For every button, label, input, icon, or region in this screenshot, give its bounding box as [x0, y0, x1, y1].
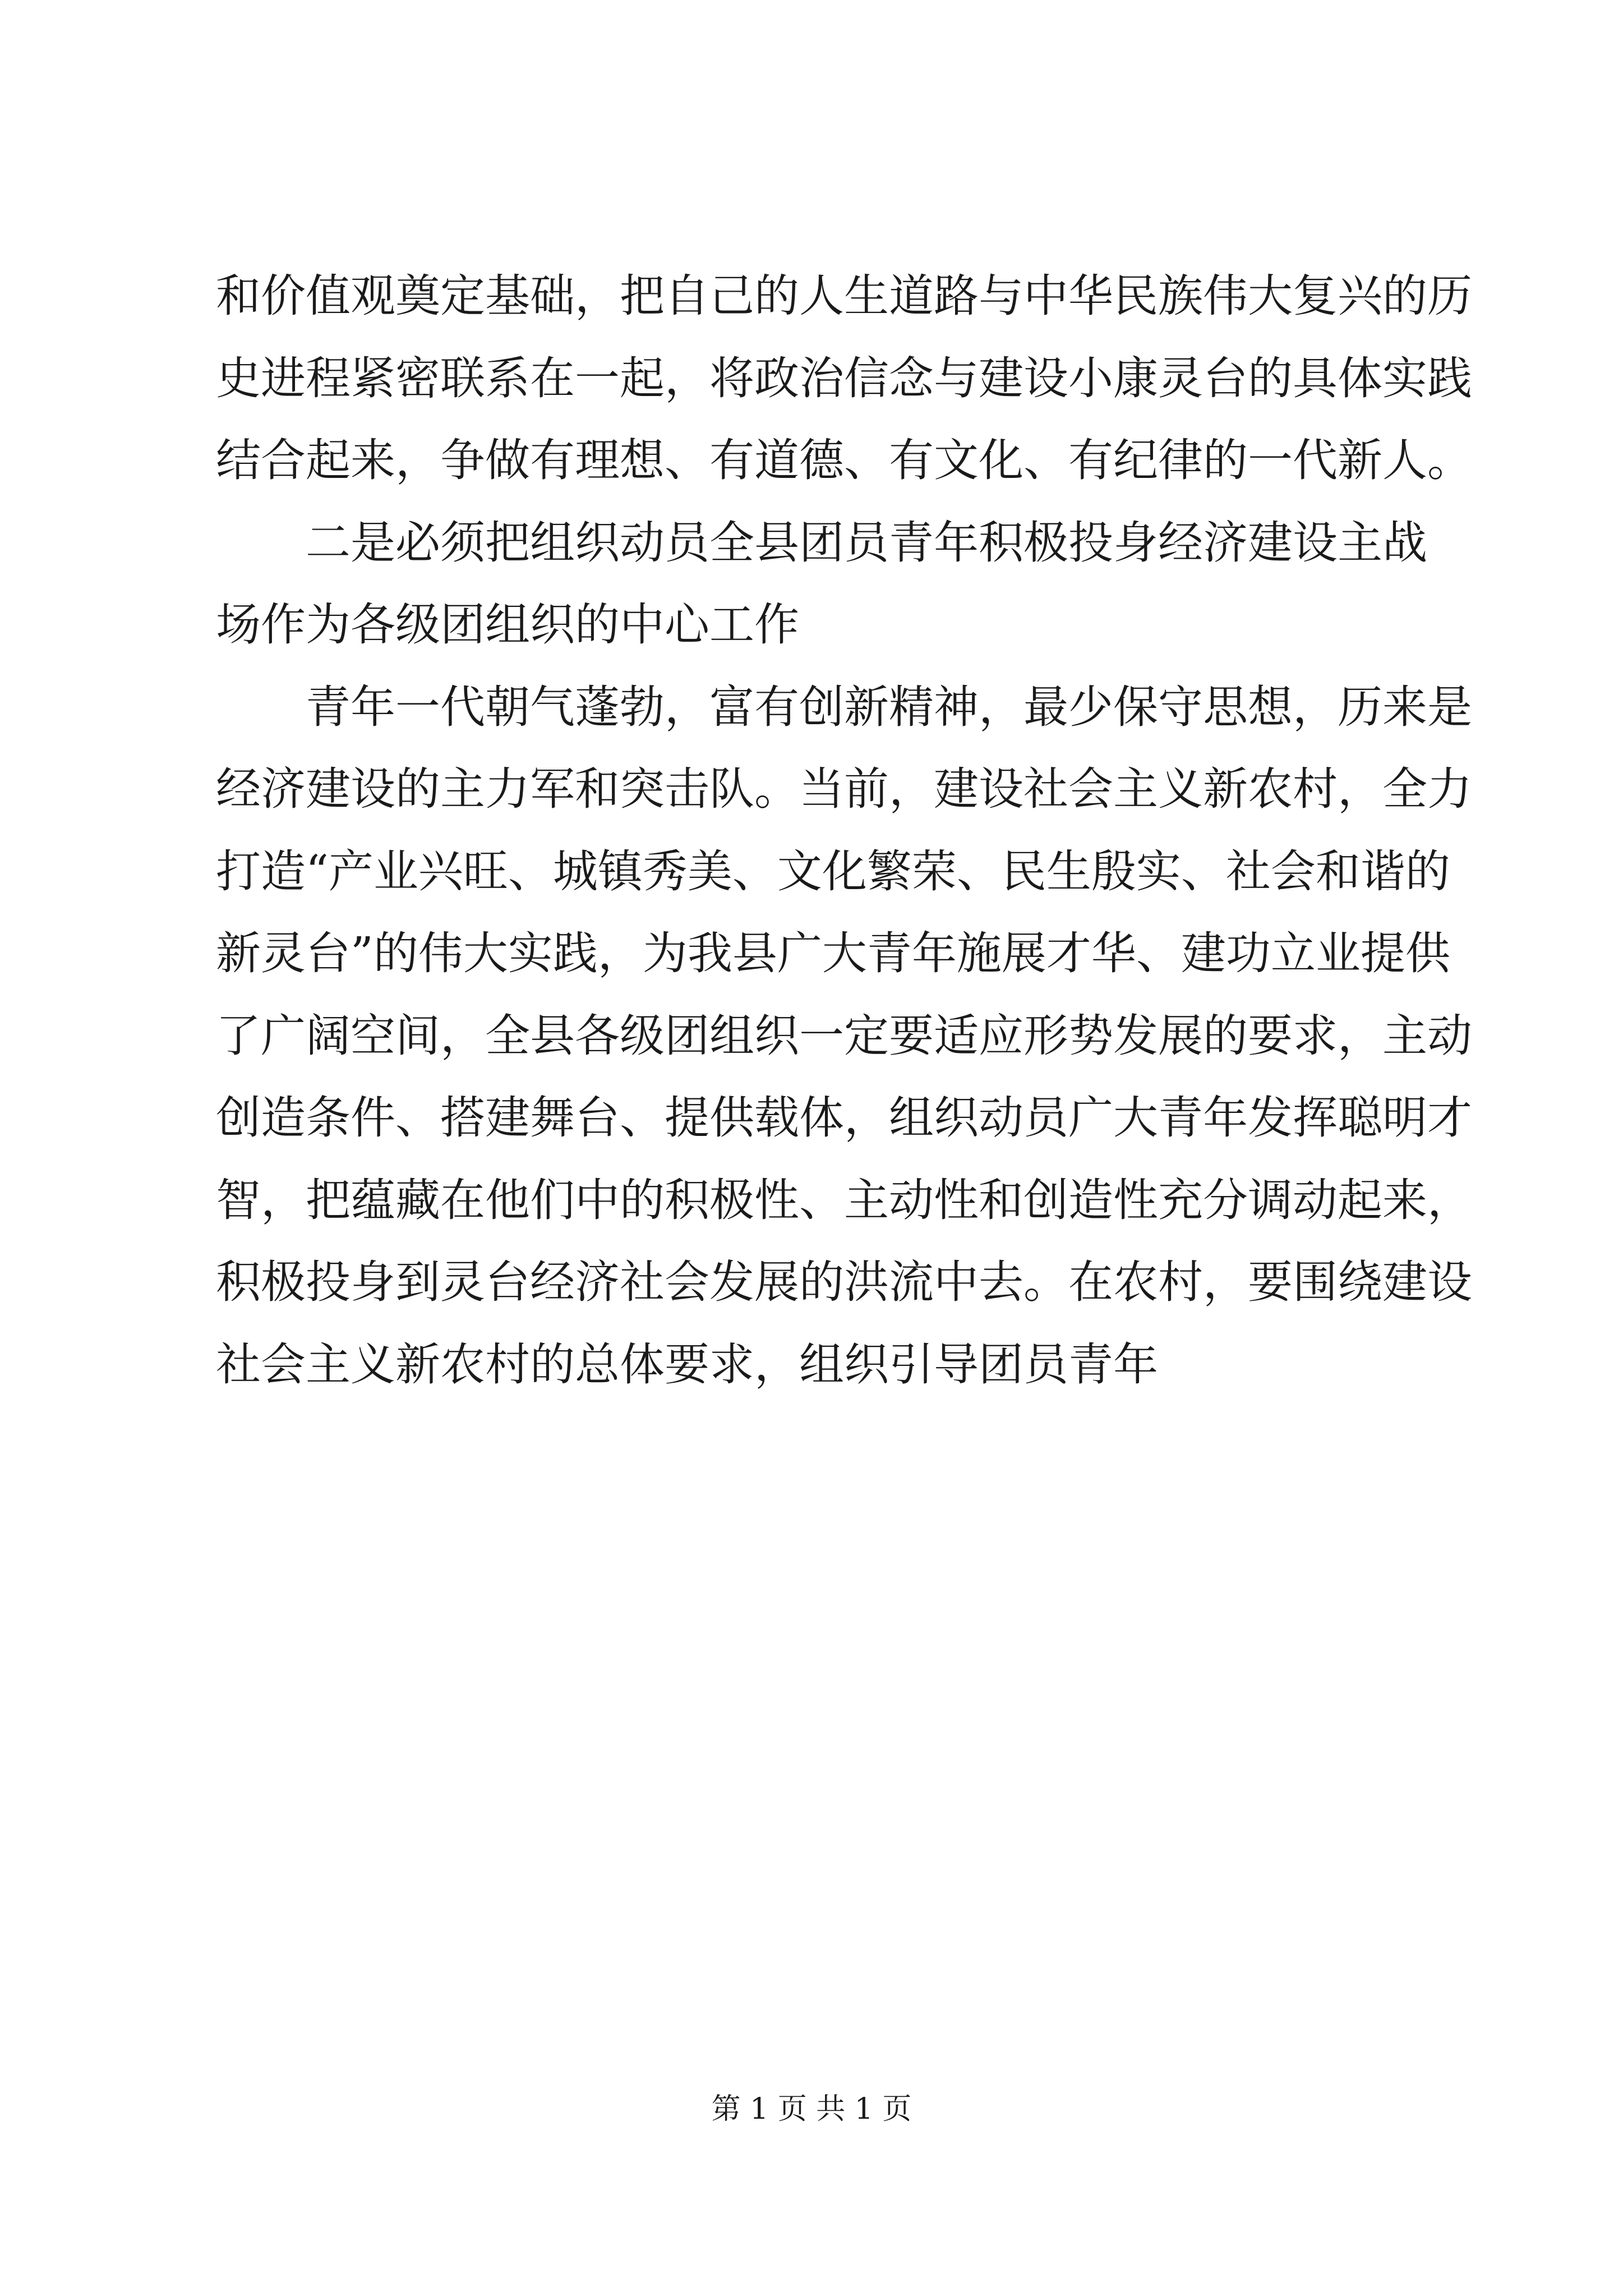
text-line: 了广阔空间，全县各级团组织一定要适应形势发展的要求，主动	[216, 1009, 1472, 1062]
text-line: 社会主义新农村的总体要求，组织引导团员青年	[216, 1338, 1158, 1391]
page-footer: 第 1 页 共 1 页	[711, 2092, 912, 2126]
paragraph-3	[216, 666, 1472, 1406]
text-line: 青年一代朝气蓬勃，富有创新精神，最少保守思想，历来是	[306, 680, 1472, 733]
text-line: 打造“产业兴旺、城镇秀美、文化繁荣、民生殷实、社会和谐的	[216, 845, 1450, 898]
paragraph-1	[216, 255, 1472, 502]
text-line: 二是必须把组织动员全县团员青年积极投身经济建设主战	[306, 516, 1427, 569]
text-line: 创造条件、搭建舞台、提供载体，组织动员广大青年发挥聪明才	[216, 1092, 1472, 1144]
text-line: 新灵台”的伟大实践，为我县广大青年施展才华、建功立业提供	[216, 927, 1450, 979]
text-line: 和价值观奠定基础，把自己的人生道路与中华民族伟大复兴的历	[216, 270, 1472, 322]
text-line: 史进程紧密联系在一起，将政治信念与建设小康灵台的具体实践	[216, 352, 1472, 404]
text-line: 经济建设的主力军和突击队。当前，建设社会主义新农村，全力	[216, 763, 1472, 815]
paragraph-2-heading	[216, 502, 1427, 666]
document-body	[216, 255, 1472, 1406]
text-line: 智，把蕴藏在他们中的积极性、主动性和创造性充分调动起来，	[216, 1174, 1472, 1226]
text-line: 积极投身到灵台经济社会发展的洪流中去。在农村，要围绕建设	[216, 1256, 1472, 1308]
text-line: 场作为各级团组织的中心工作	[216, 599, 799, 651]
text-line: 结合起来，争做有理想、有道德、有文化、有纪律的一代新人。	[216, 434, 1472, 486]
